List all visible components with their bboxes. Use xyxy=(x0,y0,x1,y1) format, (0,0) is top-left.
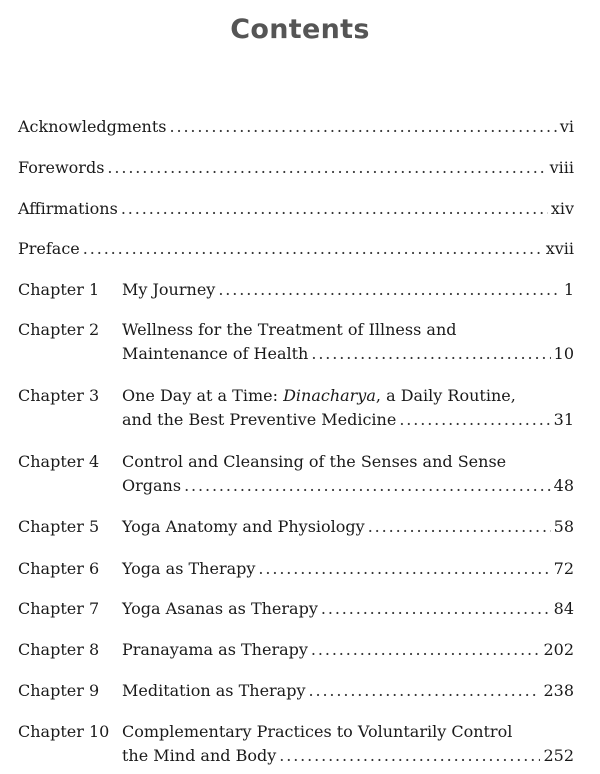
dot-leader xyxy=(121,197,548,221)
page-number: xvii xyxy=(545,239,574,258)
chapter-label: Chapter 10 xyxy=(18,722,110,741)
chapter-title-line-1: Complementary Practices to Voluntarily Control xyxy=(122,722,513,741)
dot-leader xyxy=(311,342,550,366)
title-italic-term: Dinacharya xyxy=(283,386,376,405)
dot-leader xyxy=(399,408,550,432)
toc-entry-chapter-4[interactable] xyxy=(18,450,574,498)
chapter-title-line-2: Organs xyxy=(122,476,182,495)
page-number: 10 xyxy=(553,344,574,363)
page-title: Contents xyxy=(230,14,370,45)
toc-entry-affirmations[interactable] xyxy=(18,197,574,221)
chapter-label: Chapter 7 xyxy=(18,599,100,618)
toc-entry-preface[interactable] xyxy=(18,237,574,261)
page-number: xiv xyxy=(550,199,574,218)
chapter-label: Chapter 9 xyxy=(18,681,100,700)
chapter-title: Yoga as Therapy xyxy=(122,559,256,578)
entry-title: Affirmations xyxy=(18,199,118,218)
dot-leader xyxy=(368,515,551,539)
toc-entry-chapter-1[interactable] xyxy=(18,278,574,302)
entry-title: Forewords xyxy=(18,158,105,177)
chapter-title: Yoga Anatomy and Physiology xyxy=(122,517,365,536)
chapter-title-line-1: Wellness for the Treatment of Illness and xyxy=(122,320,457,339)
chapter-label: Chapter 2 xyxy=(18,320,100,339)
dot-leader xyxy=(107,156,546,180)
dot-leader xyxy=(218,278,560,302)
chapter-label: Chapter 1 xyxy=(18,280,100,299)
chapter-label: Chapter 4 xyxy=(18,452,100,471)
toc-entry-chapter-7[interactable] xyxy=(18,597,574,621)
page-number: 1 xyxy=(563,280,574,299)
entry-title: Acknowledgments xyxy=(18,117,167,136)
title-text: , a Daily Routine, xyxy=(375,386,516,405)
toc-entry-chapter-10[interactable] xyxy=(18,720,574,768)
toc-entry-chapter-5[interactable] xyxy=(18,515,574,539)
page-number: 84 xyxy=(553,599,574,618)
page-number: 252 xyxy=(543,746,574,765)
chapter-title-line-2: and the Best Preventive Medicine xyxy=(122,410,397,429)
toc-entry-acknowledgments[interactable] xyxy=(18,115,574,139)
toc-entry-chapter-8[interactable] xyxy=(18,638,574,662)
chapter-title-line-2: the Mind and Body xyxy=(122,746,277,765)
entry-title: Preface xyxy=(18,239,80,258)
chapter-title: Yoga Asanas as Therapy xyxy=(122,599,318,618)
toc-entry-forewords[interactable] xyxy=(18,156,574,180)
page-number: 58 xyxy=(553,517,574,536)
chapter-label: Chapter 8 xyxy=(18,640,100,659)
chapter-title: Meditation as Therapy xyxy=(122,681,306,700)
dot-leader xyxy=(83,237,543,261)
page-number: vi xyxy=(559,117,574,136)
dot-leader xyxy=(279,744,540,768)
dot-leader xyxy=(170,115,557,139)
chapter-title-line-1: Control and Cleansing of the Senses and Sense xyxy=(122,452,507,471)
dot-leader xyxy=(309,679,541,703)
toc-entry-chapter-3[interactable] xyxy=(18,384,574,432)
chapter-title-line-2: Maintenance of Health xyxy=(122,344,309,363)
chapter-title: Pranayama as Therapy xyxy=(122,640,308,659)
toc-entry-chapter-6[interactable] xyxy=(18,557,574,581)
page-number: 31 xyxy=(553,410,574,429)
page-number: 72 xyxy=(553,559,574,578)
page-number: 238 xyxy=(543,681,574,700)
page-number: viii xyxy=(549,158,574,177)
chapter-label: Chapter 6 xyxy=(18,559,100,578)
chapter-label: Chapter 3 xyxy=(18,386,100,405)
dot-leader xyxy=(311,638,541,662)
chapter-label: Chapter 5 xyxy=(18,517,100,536)
page-number: 48 xyxy=(553,476,574,495)
page-number: 202 xyxy=(543,640,574,659)
dot-leader xyxy=(258,557,550,581)
chapter-title-line-1 xyxy=(122,384,516,408)
title-text: One Day at a Time: xyxy=(122,386,284,405)
toc-entry-chapter-2[interactable] xyxy=(18,318,574,366)
dot-leader xyxy=(184,474,551,498)
toc-entry-chapter-9[interactable] xyxy=(18,679,574,703)
chapter-title: My Journey xyxy=(122,280,216,299)
dot-leader xyxy=(321,597,551,621)
